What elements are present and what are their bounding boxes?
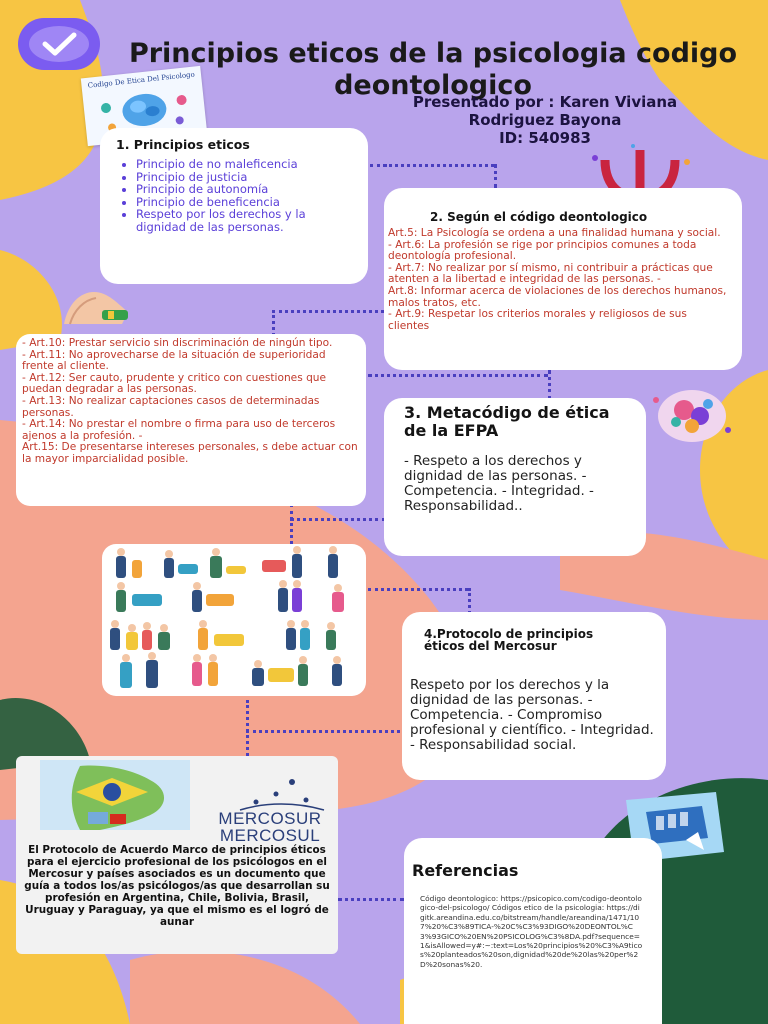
mercosur-info-box [16,756,338,954]
people-illustration [102,544,366,696]
south-america-map-icon [40,760,190,830]
connector-line [290,518,386,521]
page-title: Principios eticos de la psicologia codigo deontologico [128,38,738,101]
deontological-card [384,188,742,370]
check-badge [18,18,100,70]
principles-card [100,128,368,284]
list-item: • Principio de beneficencia [136,196,358,209]
logo-line: MERCOSUR [218,809,322,828]
praying-hands-icon [58,284,138,334]
references-text: Código deontologico: https://psicopico.com/codigo-deontologico-del-psicologo/ Códigos etico de la psicologia: https://digitk.areandina.edu.co/bitstream/handle/areandina/1471/107%20%C3%89TICA-%20C%C3%93DIGO%20DEONTOL%C3%93GICO%20EN%20PSICOLOG%C3%8DA.pdf?sequence=1&isAllowed=y#:~:text=Los%20principios%20%C3%A9ticos%20planteados%20son,dignidad%20de%20las%20per%2D%20sonas%20. [420,894,643,969]
article: Art.8: Informar acerca de violaciones de los derechos humanos, malos tratos, etc. [388,284,727,309]
article: - Art.6: La profesión se rige por principios comunes a toda deontología profesional. [388,238,697,263]
connector-line [246,700,249,756]
article: - Art.12: Ser cauto, prudente y critico con cuestiones que puedan degradar a las personas. [22,371,327,396]
therapy-people-icon [102,544,366,696]
article: - Art.10: Prestar servicio sin discriminación de ningún tipo. [22,337,333,349]
presenter-name: Rodriguez Bayona [468,111,622,129]
presenter-block [350,93,740,147]
article: Art.15: De presentarse intereses personales, s debe actuar con la mayor imparcialidad posible. [22,441,358,465]
articles-list [22,338,358,466]
article: - Art.13: No realizar captaciones casos de determinadas personas. [22,394,320,419]
mercosur-protocol-body: Respeto por los derechos y la dignidad de las personas. - Competencia. - Compromiso profesional y científico. - Integridad. - Responsabilidad social. [410,677,654,753]
connector-line [468,588,471,614]
efpa-body: - Respeto a los derechos y dignidad de las personas. - Competencia. - Integridad. - Responsabilidad.. [404,453,594,514]
connector-line [384,164,494,167]
connector-line [368,374,548,377]
efpa-card [384,398,646,556]
list-item: • Principio de no maleficencia [136,158,358,171]
list-item: • Principio de justicia [136,171,358,184]
connector-line [246,730,406,733]
presenter-line: Presentado por : Karen Viviana [412,93,678,111]
article: - Art.14: No prestar el nombre o firma para uso de terceros ajenos a la profesión. - [22,418,336,442]
checkmark-icon [18,18,100,70]
efpa-heading: 3. Metacódigo de ética de la EFPA [404,403,610,440]
connector-line [548,370,551,400]
articles-card [16,334,366,506]
mercosur-text: El Protocolo de Acuerdo Marco de principios éticos para el ejercicio profesional de los psicólogos en el Mercosur y países asociados es un documento que guía a todos los/as psicólogos/as que desarrollan su profesión en Argentina, Chile, Bolivia, Brasil, Uruguay y Paraguay, ya que el mismo es el logró de aunar [24,844,330,928]
connector-line [290,504,293,544]
article: Art.5: La Psicología se ordena a una finalidad humana y social. [388,227,721,239]
connector-line [494,164,497,188]
connector-line [272,310,275,336]
deontological-heading: 2. Según el código deontologico [430,210,648,224]
article: - Art.9: Respetar los criterios morales y religiosos de sus clientes [388,308,687,332]
principles-heading: 1. Principios eticos [116,137,250,152]
references-card [404,838,662,1024]
list-item: • Respeto por los derechos y la dignidad de las personas. [136,208,358,233]
colorful-head-image [636,382,746,446]
connector-line [338,898,404,901]
deontological-articles [388,228,728,332]
presenter-id: ID: 540983 [499,129,591,147]
references-heading: Referencias [412,861,519,880]
list-item: • Principio de autonomía [136,183,358,196]
mercosur-logo [200,810,340,844]
image-caption: Codigo De Etica Del Psicologo [87,70,196,90]
mercosur-stars-icon [236,772,326,812]
mercosur-protocol-card [402,612,666,780]
logo-line: MERCOSUL [219,826,321,845]
article: - Art.7: No realizar por sí mismo, ni contribuir a prácticas que atenten a la libertad e integridad de las personas. - [388,261,713,286]
connector-line [368,588,468,591]
principles-list [116,158,358,233]
article: - Art.11: No aprovecharse de la situación de superioridad frente al cliente. [22,348,326,373]
mercosur-protocol-heading: 4.Protocolo de principios éticos del Mercosur [424,627,594,653]
connector-line [272,310,384,313]
